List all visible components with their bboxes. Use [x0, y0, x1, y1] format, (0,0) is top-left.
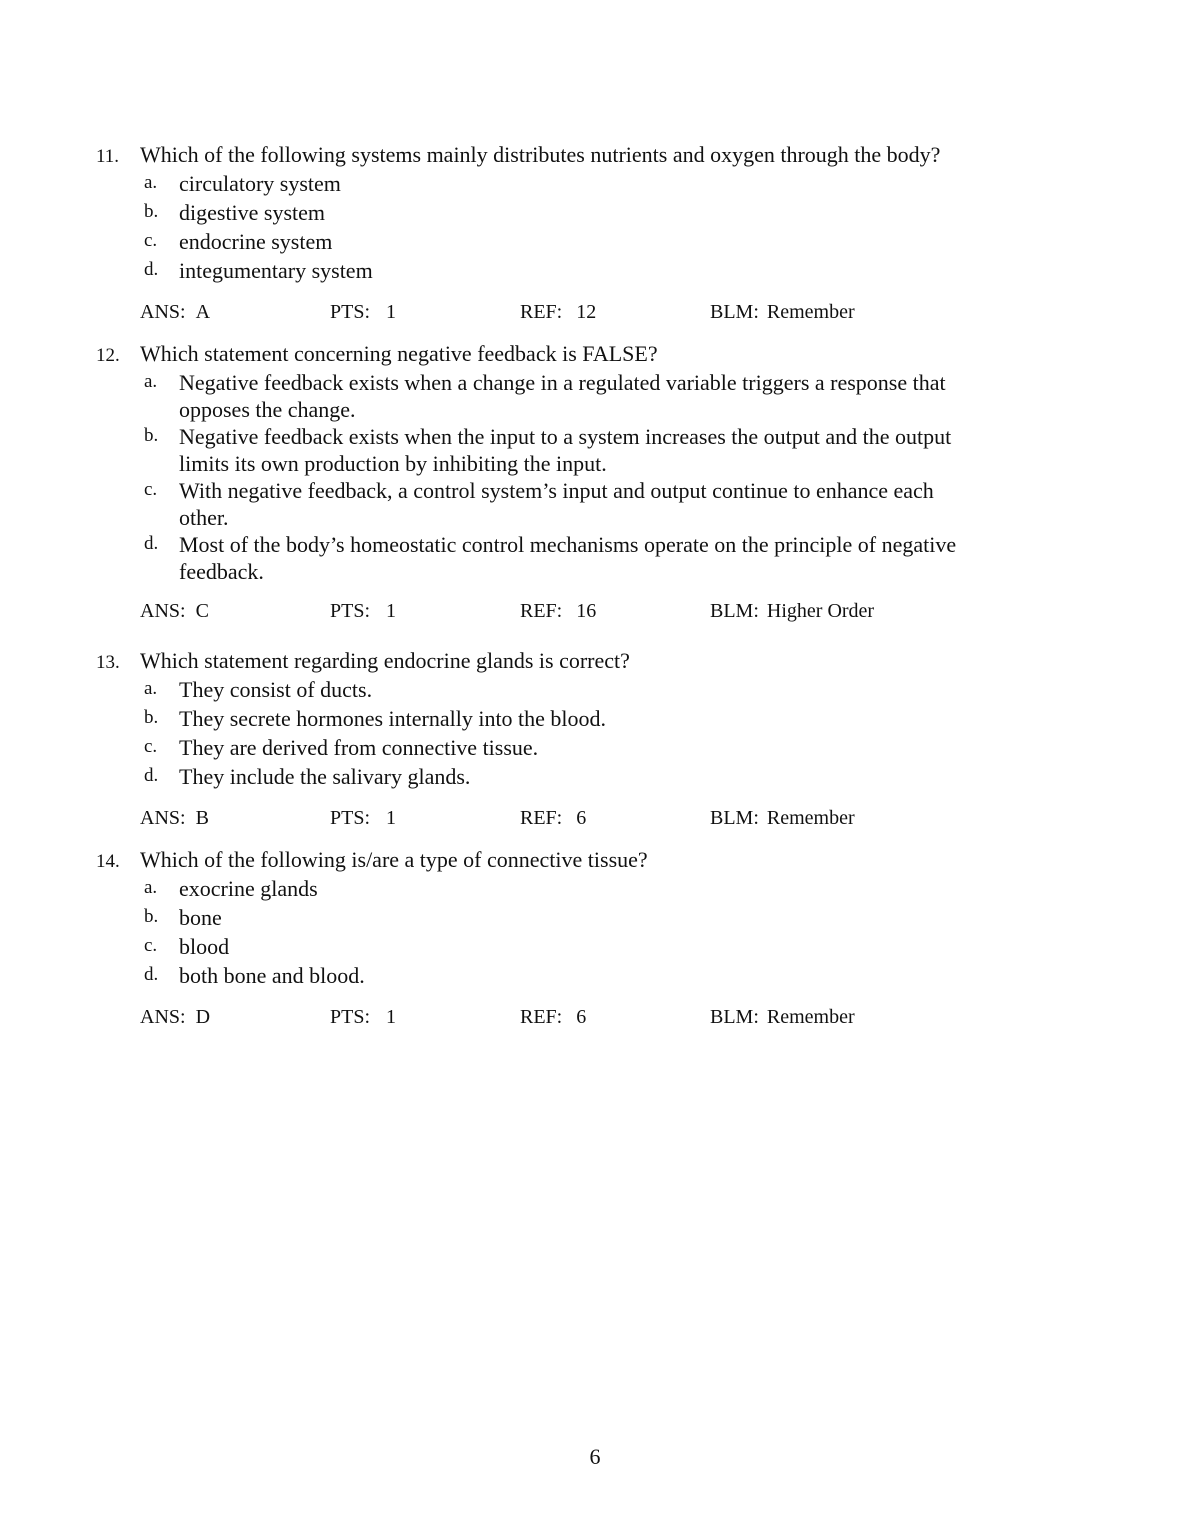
reference-field — [520, 806, 710, 830]
ref-label: REF: — [520, 600, 563, 622]
answer-meta — [140, 1005, 1016, 1029]
answer-meta — [140, 806, 1016, 830]
option-a — [144, 369, 1016, 423]
options-list — [96, 875, 1016, 991]
option-text: blood — [179, 934, 230, 959]
option-text: They secrete hormones internally into the blood. — [179, 706, 607, 731]
question-text: Which statement concerning negative feedback is FALSE? — [140, 341, 658, 366]
ans-label: ANS: — [140, 807, 186, 829]
page-number: 6 — [589, 1444, 601, 1469]
points-field — [330, 1005, 520, 1029]
blm-value: Higher Order — [766, 600, 875, 622]
option-text: They are derived from connective tissue. — [179, 735, 539, 760]
ans-value: B — [195, 807, 209, 829]
option-letter: b. — [144, 201, 159, 222]
reference-field — [520, 1005, 710, 1029]
pts-value: 1 — [386, 1006, 397, 1028]
pts-label: PTS: — [330, 301, 371, 323]
ref-value: 6 — [576, 1006, 587, 1028]
question-number: 14. — [96, 851, 120, 872]
ref-label: REF: — [520, 301, 563, 323]
option-d — [144, 962, 1016, 991]
ans-label: ANS: — [140, 600, 186, 622]
option-letter: b. — [144, 906, 159, 927]
option-a — [144, 676, 1016, 705]
ans-label: ANS: — [140, 301, 186, 323]
blm-field — [710, 1005, 900, 1029]
question-number: 11. — [96, 146, 120, 167]
option-text: digestive system — [179, 200, 326, 225]
question-text: Which statement regarding endocrine glands is correct? — [140, 648, 630, 673]
answer-field — [140, 1005, 330, 1029]
question-number: 12. — [96, 345, 120, 366]
option-text: bone — [179, 905, 222, 930]
option-c — [144, 477, 1016, 531]
option-text: With negative feedback, a control system’s input and output continue to enhance each other. — [179, 478, 934, 530]
option-text: Negative feedback exists when the input to a system increases the output and the output limits its own production by inhibiting the input. — [179, 424, 952, 476]
option-d — [144, 257, 1016, 286]
answer-field — [140, 599, 330, 623]
ref-value: 12 — [576, 301, 597, 323]
option-text: endocrine system — [179, 229, 333, 254]
option-letter: a. — [144, 371, 158, 392]
option-b — [144, 423, 1016, 477]
reference-field — [520, 300, 710, 324]
option-text: both bone and blood. — [179, 963, 365, 988]
pts-value: 1 — [386, 301, 397, 323]
pts-label: PTS: — [330, 600, 371, 622]
question-12 — [96, 340, 1016, 623]
blm-field — [710, 806, 900, 830]
options-list — [96, 170, 1016, 286]
question-stem — [96, 647, 1016, 676]
reference-field — [520, 599, 710, 623]
option-letter: a. — [144, 678, 158, 699]
option-d — [144, 531, 1016, 585]
points-field — [330, 806, 520, 830]
blm-label: BLM: — [710, 1006, 759, 1028]
option-letter: c. — [144, 736, 158, 757]
pts-value: 1 — [386, 600, 397, 622]
option-letter: c. — [144, 479, 158, 500]
option-text: integumentary system — [179, 258, 373, 283]
ans-value: A — [195, 301, 211, 323]
option-b — [144, 199, 1016, 228]
pts-label: PTS: — [330, 1006, 371, 1028]
question-stem — [96, 141, 1016, 170]
ref-label: REF: — [520, 1006, 563, 1028]
option-text: exocrine glands — [179, 876, 318, 901]
ref-value: 6 — [576, 807, 587, 829]
question-13 — [96, 647, 1016, 830]
blm-label: BLM: — [710, 301, 759, 323]
option-letter: b. — [144, 707, 159, 728]
option-c — [144, 933, 1016, 962]
blm-value: Remember — [766, 301, 855, 323]
question-text: Which of the following systems mainly distributes nutrients and oxygen through the body? — [140, 142, 941, 167]
blm-field — [710, 599, 900, 623]
blm-value: Remember — [766, 1006, 855, 1028]
option-letter: a. — [144, 172, 158, 193]
option-a — [144, 170, 1016, 199]
ans-label: ANS: — [140, 1006, 186, 1028]
option-letter: d. — [144, 533, 159, 554]
option-c — [144, 228, 1016, 257]
option-text: Negative feedback exists when a change in a regulated variable triggers a response that opposes the change. — [179, 370, 946, 422]
option-letter: a. — [144, 877, 158, 898]
question-14 — [96, 846, 1016, 1029]
pts-value: 1 — [386, 807, 397, 829]
options-list — [96, 369, 1016, 585]
ref-value: 16 — [576, 600, 597, 622]
question-number: 13. — [96, 652, 120, 673]
option-text: Most of the body’s homeostatic control mechanisms operate on the principle of negative feedback. — [179, 532, 957, 584]
ref-label: REF: — [520, 807, 563, 829]
question-text: Which of the following is/are a type of connective tissue? — [140, 847, 648, 872]
answer-meta — [140, 599, 1016, 623]
pts-label: PTS: — [330, 807, 371, 829]
option-a — [144, 875, 1016, 904]
option-b — [144, 705, 1016, 734]
option-letter: d. — [144, 964, 159, 985]
option-b — [144, 904, 1016, 933]
blm-label: BLM: — [710, 600, 759, 622]
option-letter: d. — [144, 765, 159, 786]
option-text: They include the salivary glands. — [179, 764, 471, 789]
ans-value: C — [195, 600, 209, 622]
blm-label: BLM: — [710, 807, 759, 829]
option-text: They consist of ducts. — [179, 677, 373, 702]
options-list — [96, 676, 1016, 792]
question-11 — [96, 141, 1016, 324]
option-d — [144, 763, 1016, 792]
option-text: circulatory system — [179, 171, 341, 196]
answer-meta — [140, 300, 1016, 324]
points-field — [330, 599, 520, 623]
blm-value: Remember — [766, 807, 855, 829]
option-letter: d. — [144, 259, 159, 280]
ans-value: D — [195, 1006, 211, 1028]
option-letter: b. — [144, 425, 159, 446]
blm-field — [710, 300, 900, 324]
points-field — [330, 300, 520, 324]
question-stem — [96, 846, 1016, 875]
answer-field — [140, 300, 330, 324]
option-letter: c. — [144, 935, 158, 956]
option-letter: c. — [144, 230, 158, 251]
option-c — [144, 734, 1016, 763]
question-stem — [96, 340, 1016, 369]
answer-field — [140, 806, 330, 830]
